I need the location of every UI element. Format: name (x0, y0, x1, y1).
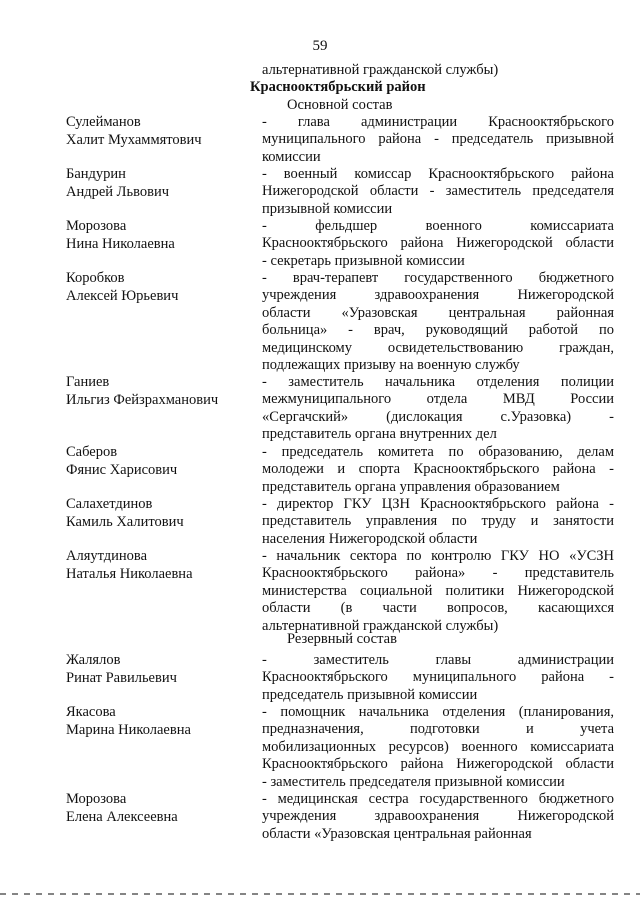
reserve-section-heading: Резервный состав (287, 631, 397, 647)
description-line: подлежащих призыву на военную службу (262, 356, 520, 373)
description-line: призывной комиссии (262, 200, 393, 217)
main-given-name: Фянис Харисович (66, 461, 178, 478)
description-line: - врач-терапевт государственного бюджетного (262, 270, 614, 286)
continuation-line: альтернативной гражданской службы) (262, 62, 499, 78)
description-line: - медицинская сестра государственного бюджетного (262, 791, 614, 807)
description-line: молодежи и спорта Краснооктябрьского района - (262, 461, 614, 478)
reserve-given-name: Ринат Равильевич (66, 669, 177, 686)
description-line: Краснооктябрьского района Нижегородской области (262, 235, 614, 252)
description-line: председатель призывной комиссии (262, 686, 478, 703)
main-given-name: Халит Мухаммятович (66, 131, 202, 148)
description-line: - начальник сектора по контролю ГКУ НО «УСЗН (262, 548, 614, 564)
description-line: - заместитель начальника отделения полиции (262, 374, 614, 390)
main-surname: Саберов (66, 444, 118, 460)
description-line: Краснооктябрьского муниципального района - (262, 669, 614, 686)
main-surname: Коробков (66, 270, 125, 286)
description-line: «Сергачский» (дислокация с.Уразовка) - (262, 408, 614, 425)
page-bottom-edge (0, 893, 640, 895)
main-given-name: Нина Николаевна (66, 235, 175, 252)
description-line: - глава администрации Краснооктябрьского (262, 114, 614, 130)
main-surname: Бандурин (66, 166, 126, 182)
description-line: - помощник начальника отделения (планирования, (262, 704, 614, 720)
description-line: Нижегородской области - заместитель председателя (262, 183, 614, 200)
description-line: межмуниципального отдела МВД России (262, 391, 614, 408)
description-line: представитель управления по труду и занятости (262, 513, 614, 530)
description-line: Краснооктябрьского района» - представитель (262, 565, 614, 582)
main-position-description (262, 444, 614, 496)
description-line: области (в части вопросов, касающихся (262, 600, 614, 617)
description-line: медицинскому освидетельствованию граждан, (262, 339, 614, 356)
description-line: учреждения здравоохранения Нижегородской (262, 287, 614, 304)
main-given-name: Камиль Халитович (66, 513, 184, 530)
main-given-name: Наталья Николаевна (66, 565, 193, 582)
description-line: министерства социальной политики Нижегородской (262, 582, 614, 599)
description-line: мобилизационных ресурсов) военного комиссариата (262, 738, 614, 755)
description-line: учреждения здравоохранения Нижегородской (262, 808, 614, 825)
main-position-description (262, 166, 614, 218)
description-line: представитель органа управления образованием (262, 478, 560, 495)
description-line: комиссии (262, 148, 321, 165)
district-title: Краснооктябрьский район (250, 79, 426, 95)
description-line: альтернативной гражданской службы) (262, 617, 499, 634)
reserve-surname: Жалялов (66, 652, 121, 668)
description-line: больница» - врач, руководящий работой по (262, 322, 614, 339)
description-line: - военный комиссар Краснооктябрьского района (262, 166, 614, 182)
page-number: 59 (312, 38, 328, 54)
reserve-given-name: Елена Алексеевна (66, 808, 178, 825)
main-surname: Ганиев (66, 374, 110, 390)
description-line: - директор ГКУ ЦЗН Краснооктябрьского района - (262, 496, 614, 512)
reserve-surname: Морозова (66, 791, 127, 807)
main-section-heading: Основной состав (287, 97, 393, 113)
main-position-description (262, 496, 614, 548)
reserve-position-description (262, 791, 614, 843)
main-position-description (262, 218, 614, 270)
main-surname: Аляутдинова (66, 548, 148, 564)
description-line: области «Уразовская центральная районная (262, 825, 532, 842)
main-position-description (262, 270, 614, 374)
main-given-name: Андрей Львович (66, 183, 170, 200)
description-line: представитель органа внутренних дел (262, 426, 497, 443)
main-given-name: Алексей Юрьевич (66, 287, 179, 304)
main-position-description (262, 548, 614, 635)
description-line: - председатель комитета по образованию, делам (262, 444, 614, 460)
description-line: - фельдшер военного комиссариата (262, 218, 614, 234)
reserve-position-description (262, 704, 614, 791)
description-line: предназначения, подготовки и учета (262, 721, 614, 738)
main-position-description (262, 374, 614, 444)
description-line: населения Нижегородской области (262, 530, 478, 547)
description-line: - заместитель главы администрации (262, 652, 614, 668)
main-surname: Салахетдинов (66, 496, 153, 512)
description-line: - секретарь призывной комиссии (262, 252, 465, 269)
main-given-name: Ильгиз Фейзрахманович (66, 391, 219, 408)
description-line: - заместитель председателя призывной комиссии (262, 773, 565, 790)
reserve-position-description (262, 652, 614, 704)
main-surname: Сулейманов (66, 114, 141, 130)
main-position-description (262, 114, 614, 166)
description-line: области «Уразовская центральная районная (262, 304, 614, 321)
description-line: муниципального района - председатель призывной (262, 131, 614, 148)
description-line: Краснооктябрьского района Нижегородской области (262, 756, 614, 773)
reserve-given-name: Марина Николаевна (66, 721, 191, 738)
main-surname: Морозова (66, 218, 127, 234)
reserve-surname: Якасова (66, 704, 116, 720)
